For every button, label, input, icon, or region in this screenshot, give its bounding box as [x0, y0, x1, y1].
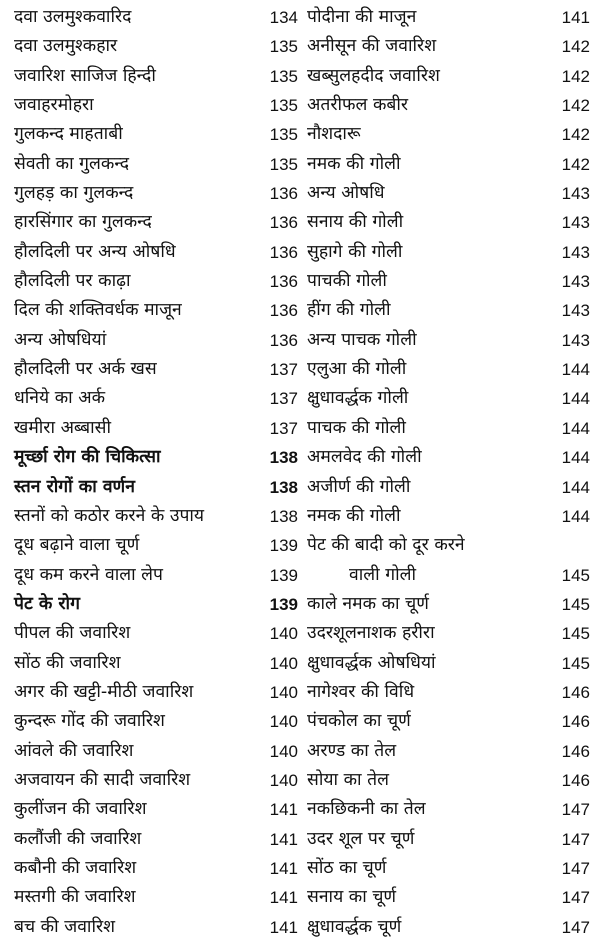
toc-entry-title: पीपल की जवारिश — [14, 623, 131, 644]
toc-entry-title: अजवायन की सादी जवारिश — [14, 769, 191, 790]
toc-page-number: 140 — [269, 653, 298, 673]
toc-entry — [14, 32, 298, 61]
toc-entry — [307, 649, 590, 678]
toc-entry — [307, 91, 590, 120]
toc-page-number: 135 — [269, 96, 298, 116]
toc-page-number: 136 — [269, 272, 298, 292]
toc-page-number: 137 — [269, 418, 298, 438]
toc-page-number: 136 — [269, 301, 298, 321]
toc-page-number: 139 — [269, 565, 298, 585]
toc-page-number: 135 — [269, 154, 298, 174]
toc-entry — [307, 678, 590, 707]
toc-page-number: 142 — [561, 66, 590, 86]
toc-entry-title: दूध कम करने वाला लेप — [14, 564, 163, 585]
toc-entry — [14, 913, 298, 942]
toc-entry-title: पेट के रोग — [14, 593, 80, 614]
toc-entry — [307, 561, 590, 590]
toc-page-number: 147 — [561, 800, 590, 820]
toc-page-number: 145 — [561, 624, 590, 644]
toc-page-number: 144 — [561, 360, 590, 380]
toc-section-heading — [14, 443, 298, 472]
toc-entry-title: अन्य ओषधियां — [14, 329, 107, 350]
toc-page-number: 140 — [269, 624, 298, 644]
toc-page-number: 147 — [561, 829, 590, 849]
toc-page-number: 141 — [269, 800, 298, 820]
toc-entry — [14, 502, 298, 531]
toc-entry-title: धनिये का अर्क — [14, 388, 106, 409]
toc-entry-title: नमक की गोली — [307, 153, 401, 174]
toc-page-number: 140 — [269, 741, 298, 761]
toc-page-number: 136 — [269, 184, 298, 204]
toc-entry — [14, 384, 298, 413]
toc-entry — [14, 737, 298, 766]
toc-page-number: 146 — [561, 712, 590, 732]
toc-entry — [14, 3, 298, 32]
toc-entry — [14, 150, 298, 179]
toc-entry — [307, 120, 590, 149]
toc-entry — [307, 707, 590, 736]
toc-entry — [307, 737, 590, 766]
toc-entry-title: एलुआ की गोली — [307, 359, 407, 380]
toc-page-number: 145 — [561, 565, 590, 585]
toc-page-number: 147 — [561, 917, 590, 937]
toc-entry — [14, 414, 298, 443]
toc-page-number: 141 — [269, 829, 298, 849]
toc-page-number: 144 — [561, 506, 590, 526]
toc-entry-title: हारसिंगार का गुलकन्द — [14, 212, 152, 233]
toc-entry-title: अन्य पाचक गोली — [307, 329, 417, 350]
toc-page-number: 135 — [269, 37, 298, 57]
toc-entry-title: मूर्च्छा रोग की चिकित्सा — [14, 447, 161, 468]
toc-entry-title: पंचकोल का चूर्ण — [307, 711, 411, 732]
toc-entry-title: खब्सुलहदीद जवारिश — [307, 65, 440, 86]
toc-page-number: 134 — [269, 8, 298, 27]
toc-entry — [14, 296, 298, 325]
toc-section-heading — [14, 473, 298, 502]
toc-entry-title: दवा उलमुश्कवारिद — [14, 7, 132, 27]
toc-entry — [307, 32, 590, 61]
toc-entry — [14, 619, 298, 648]
toc-entry — [307, 766, 590, 795]
toc-entry — [14, 208, 298, 237]
toc-page-number: 143 — [561, 242, 590, 262]
toc-entry — [14, 766, 298, 795]
toc-entry-title: पाचकी गोली — [307, 271, 387, 292]
toc-entry — [307, 854, 590, 883]
toc-entry-title: स्तनों को कठोर करने के उपाय — [14, 505, 205, 526]
toc-entry-title: कुलींजन की जवारिश — [14, 799, 147, 820]
toc-entry — [307, 619, 590, 648]
toc-entry — [307, 267, 590, 296]
toc-entry-title: मस्तगी की जवारिश — [14, 887, 136, 908]
toc-entry — [307, 590, 590, 619]
toc-entry-title: पोदीना की माजून — [307, 7, 417, 27]
toc-entry — [307, 150, 590, 179]
toc-entry — [307, 883, 590, 912]
toc-page-number: 142 — [561, 154, 590, 174]
toc-page-number: 140 — [269, 682, 298, 702]
toc-entry-title: दिल की शक्तिवर्धक माजून — [14, 300, 182, 321]
toc-entry-title: अनीसून की जवारिश — [307, 36, 437, 57]
toc-entry — [14, 678, 298, 707]
toc-entry-title: सेवती का गुलकन्द — [14, 153, 130, 174]
toc-entry-title: दूध बढ़ाने वाला चूर्ण — [14, 535, 140, 556]
toc-entry-title: बच की जवारिश — [14, 916, 116, 937]
toc-entry-title: सोया का तेल — [307, 769, 389, 790]
toc-entry — [307, 913, 590, 942]
toc-entry — [14, 326, 298, 355]
toc-page-number: 147 — [561, 858, 590, 878]
toc-page-number: 143 — [561, 213, 590, 233]
toc-page-number: 142 — [561, 37, 590, 57]
toc-entry-title: अतरीफल कबीर — [307, 95, 409, 116]
toc-entry-title: खमीरा अब्बासी — [14, 417, 111, 438]
toc-entry-title: काले नमक का चूर्ण — [307, 593, 429, 614]
toc-entry-title: हौलदिली पर काढ़ा — [14, 271, 131, 292]
toc-page-number: 141 — [269, 917, 298, 937]
toc-entry — [14, 531, 298, 560]
toc-page-number: 137 — [269, 360, 298, 380]
toc-entry — [14, 62, 298, 91]
toc-entry-title: दवा उलमुश्कहार — [14, 36, 118, 57]
toc-entry — [307, 326, 590, 355]
toc-page-number: 139 — [269, 536, 298, 556]
toc-page-number: 139 — [269, 594, 298, 614]
toc-page-number: 143 — [561, 330, 590, 350]
toc-entry-title: स्तन रोगों का वर्णन — [14, 476, 135, 497]
toc-page-number: 137 — [269, 389, 298, 409]
toc-page-number: 136 — [269, 242, 298, 262]
toc-entry-title: नागेश्वर की विधि — [307, 681, 415, 702]
toc-entry-title: अजीर्ण की गोली — [307, 476, 411, 497]
toc-entry — [307, 531, 590, 560]
toc-entry-title: उदरशूलनाशक हरीरा — [307, 623, 435, 644]
toc-entry-title: अमलवेद की गोली — [307, 447, 422, 468]
toc-entry — [14, 825, 298, 854]
toc-entry — [307, 443, 590, 472]
toc-page-number: 135 — [269, 125, 298, 145]
toc-page-number: 143 — [561, 184, 590, 204]
toc-entry-title: अगर की खट्टी-मीठी जवारिश — [14, 681, 194, 702]
toc-page-number: 141 — [561, 8, 590, 27]
toc-page-number: 147 — [561, 888, 590, 908]
toc-entry-title: जवाहरमोहरा — [14, 95, 94, 116]
toc-entry — [14, 120, 298, 149]
toc-page-number: 145 — [561, 594, 590, 614]
toc-page-number: 138 — [269, 477, 298, 497]
toc-entry-title: क्षुधावर्द्धक ओषधियां — [307, 652, 436, 673]
toc-entry-title: हौलदिली पर अन्य ओषधि — [14, 241, 176, 262]
toc-page-number: 144 — [561, 448, 590, 468]
toc-right-column — [307, 3, 590, 942]
toc-page-number: 144 — [561, 389, 590, 409]
toc-entry — [307, 384, 590, 413]
toc-entry — [307, 208, 590, 237]
toc-entry — [307, 238, 590, 267]
toc-entry-title: क्षुधावर्द्धक गोली — [307, 388, 409, 409]
toc-entry-title: पेट की बादी को दूर करने — [307, 535, 465, 556]
toc-entry — [307, 179, 590, 208]
toc-left-column — [14, 3, 298, 942]
toc-entry — [14, 707, 298, 736]
toc-entry-title: जवारिश साजिज हिन्दी — [14, 65, 156, 86]
toc-entry — [14, 238, 298, 267]
toc-page-number: 144 — [561, 477, 590, 497]
toc-entry-title: नौशदारू — [307, 124, 361, 145]
toc-entry-title: नकछिकनी का तेल — [307, 799, 426, 820]
toc-entry-title: नमक की गोली — [307, 505, 401, 526]
toc-page-number: 142 — [561, 125, 590, 145]
toc-page-number: 145 — [561, 653, 590, 673]
toc-page-number: 146 — [561, 682, 590, 702]
toc-entry-title: अन्य ओषधि — [307, 183, 385, 204]
toc-entry — [14, 267, 298, 296]
toc-entry — [14, 561, 298, 590]
toc-entry-title: क्षुधावर्द्धक चूर्ण — [307, 916, 402, 937]
toc-entry-title: अरण्ड का तेल — [307, 740, 397, 761]
toc-section-heading — [14, 590, 298, 619]
toc-entry-title: आंवले की जवारिश — [14, 740, 134, 761]
toc-page-number: 146 — [561, 741, 590, 761]
toc-page-number: 141 — [269, 858, 298, 878]
toc-entry-title: हींग की गोली — [307, 300, 391, 321]
toc-entry — [307, 795, 590, 824]
toc-entry — [307, 296, 590, 325]
toc-entry — [307, 3, 590, 32]
toc-entry — [307, 473, 590, 502]
toc-entry — [14, 179, 298, 208]
toc-entry-title: गुलहड़ का गुलकन्द — [14, 183, 134, 204]
toc-entry-title: सनाय की गोली — [307, 212, 404, 233]
toc-entry — [307, 825, 590, 854]
toc-page-number: 135 — [269, 66, 298, 86]
toc-page-number: 143 — [561, 301, 590, 321]
toc-page-number: 140 — [269, 712, 298, 732]
toc-page-number: 136 — [269, 213, 298, 233]
toc-entry-title: सोंठ का चूर्ण — [307, 857, 387, 878]
toc-entry — [14, 355, 298, 384]
toc-entry — [307, 502, 590, 531]
toc-page-number: 143 — [561, 272, 590, 292]
toc-entry — [14, 854, 298, 883]
toc-entry-title: कबौनी की जवारिश — [14, 857, 137, 878]
toc-entry-title: कलौंजी की जवारिश — [14, 828, 142, 849]
toc-entry — [307, 62, 590, 91]
toc-page-number: 141 — [269, 888, 298, 908]
toc-entry — [14, 649, 298, 678]
toc-entry-title: सनाय का चूर्ण — [307, 887, 397, 908]
toc-entry — [14, 91, 298, 120]
toc-page-number: 138 — [269, 448, 298, 468]
toc-entry — [307, 355, 590, 384]
toc-entry-title: वाली गोली — [349, 564, 417, 585]
toc-page-number: 138 — [269, 506, 298, 526]
toc-entry-title: गुलकन्द माहताबी — [14, 124, 123, 145]
toc-entry-title: कुन्दरू गोंद की जवारिश — [14, 711, 165, 732]
toc-entry-title: सुहागे की गोली — [307, 241, 403, 262]
toc-entry — [14, 795, 298, 824]
toc-entry-title: हौलदिली पर अर्क खस — [14, 359, 157, 380]
toc-page-number: 146 — [561, 770, 590, 790]
toc-entry-title: सोंठ की जवारिश — [14, 652, 121, 673]
toc-page-number: 144 — [561, 418, 590, 438]
toc-entry-title: उदर शूल पर चूर्ण — [307, 828, 415, 849]
toc-page-number: 140 — [269, 770, 298, 790]
toc-entry-title: पाचक की गोली — [307, 417, 406, 438]
toc-page-number: 136 — [269, 330, 298, 350]
toc-page-number: 142 — [561, 96, 590, 116]
toc-entry — [14, 883, 298, 912]
toc-entry — [307, 414, 590, 443]
